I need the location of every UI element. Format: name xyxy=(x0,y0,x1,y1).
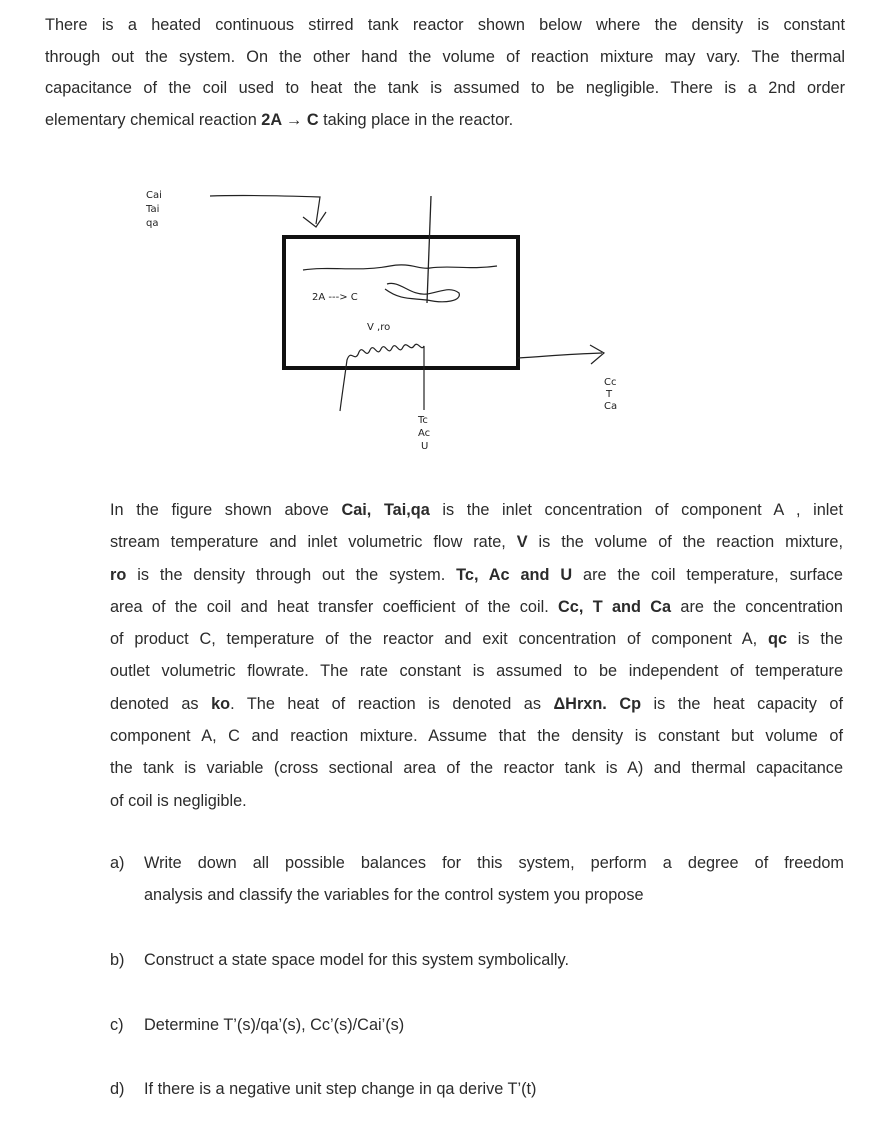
heat-capacity-variable: Cp xyxy=(619,694,642,713)
question-line: If there is a negative unit step change in qa derive T’(t) xyxy=(144,1080,537,1098)
coil-label-tc: Tc xyxy=(418,415,428,426)
coil-label-ac: Ac xyxy=(418,428,431,439)
desc-line-5 xyxy=(110,623,843,655)
outlet-label-ca: Ca xyxy=(604,401,618,412)
coil-variables: Tc, Ac and U xyxy=(456,565,573,584)
desc-text: area of the coil and heat transfer coefficient of the coil. xyxy=(110,597,559,616)
desc-text: are the coil temperature, surface xyxy=(572,565,843,584)
intro-line-2: through out the system. On the other hand the volume of reaction mixture may vary. The thermal xyxy=(45,47,845,66)
desc-text: is the heat capacity of xyxy=(641,694,843,713)
desc-line-4 xyxy=(110,591,843,623)
desc-text: stream temperature and inlet volumetric flow rate, xyxy=(110,533,517,552)
question-line: Determine T’(s)/qa’(s), Cc’(s)/Cai’(s) xyxy=(144,1016,405,1034)
volume-variable: V xyxy=(516,533,528,552)
desc-text: In the figure shown above xyxy=(110,501,342,519)
question-line: analysis and classify the variables for the control system you propose xyxy=(144,885,644,904)
outlet-pipe xyxy=(518,353,602,358)
outlet-flow-variable: qc xyxy=(768,630,788,649)
desc-text: is the inlet concentration of component A , inlet xyxy=(429,501,843,519)
question-text xyxy=(144,1010,844,1042)
description-paragraph xyxy=(110,494,843,817)
outlet-label-t: T xyxy=(606,389,613,400)
desc-text xyxy=(607,695,620,713)
desc-line-9: the tank is variable (cross sectional area of the reactor tank is A) and thermal capacitance xyxy=(110,759,843,778)
desc-text: denoted as xyxy=(110,694,212,713)
question-line: Construct a state space model for this system symbolically. xyxy=(144,951,569,969)
desc-line-7 xyxy=(110,688,843,720)
inlet-variables: Cai, Tai,qa xyxy=(341,501,430,519)
reactor-diagram xyxy=(0,0,895,480)
reaction-label: 2A ---> C xyxy=(312,292,358,303)
inlet-label-tai: Tai xyxy=(146,204,160,215)
inlet-label-cai: Cai xyxy=(146,190,162,201)
question-label: d) xyxy=(110,1080,125,1098)
inlet-arrow-icon xyxy=(303,212,326,227)
question-label: a) xyxy=(110,854,125,872)
density-variable: ro xyxy=(110,565,127,584)
intro-text: taking place in the reactor. xyxy=(318,110,514,129)
desc-text: is the density through out the system. xyxy=(126,565,457,584)
question-line: Write down all possible balances for this system, perform a degree of freedom xyxy=(144,854,844,872)
desc-text: is the volume of the reaction mixture, xyxy=(527,533,843,552)
intro-line-1: There is a heated continuous stirred tank reactor shown below where the density is constant xyxy=(45,16,845,34)
desc-line-6: outlet volumetric flowrate. The rate constant is assumed to be independent of temperature xyxy=(110,662,843,681)
question-text xyxy=(144,1074,844,1106)
desc-text: are the concentration xyxy=(671,597,843,616)
question-text xyxy=(144,848,844,911)
desc-line-3 xyxy=(110,559,843,591)
desc-text: of product C, temperature of the reactor and exit concentration of component A, xyxy=(110,630,768,649)
agitator-blade xyxy=(385,283,459,301)
intro-line-3: capacitance of the coil used to heat the tank is assumed to be negligible. There is a 2nd order xyxy=(45,79,845,97)
inlet-label-qa: qa xyxy=(146,218,159,229)
outlet-label-cc: Cc xyxy=(604,377,617,388)
reaction-equation: 2A → C xyxy=(261,110,319,129)
desc-text: . The heat of reaction is denoted as xyxy=(230,694,554,713)
agitator-shaft xyxy=(427,196,431,303)
desc-line-8: component A, C and reaction mixture. Assume that the density is constant but volume of xyxy=(110,727,843,746)
liquid-level-line xyxy=(303,265,497,270)
outlet-arrow-icon xyxy=(590,345,604,364)
outlet-variables: Cc, T and Ca xyxy=(558,597,672,616)
heating-coil xyxy=(340,344,424,411)
desc-line-10: of coil is negligible. xyxy=(110,791,247,810)
desc-text: is the xyxy=(787,630,843,649)
volume-density-label: V ,ro xyxy=(367,322,391,333)
question-label: b) xyxy=(110,951,125,969)
coil-label-u: U xyxy=(421,441,429,452)
question-label: c) xyxy=(110,1016,124,1034)
inlet-pipe xyxy=(210,196,320,224)
desc-line-2 xyxy=(110,526,843,558)
desc-line-1 xyxy=(110,494,843,526)
intro-text: elementary chemical reaction xyxy=(45,110,262,129)
question-text xyxy=(144,945,844,977)
heat-of-reaction-variable: ΔHrxn. xyxy=(553,694,607,713)
rate-constant-variable: ko xyxy=(211,694,231,713)
